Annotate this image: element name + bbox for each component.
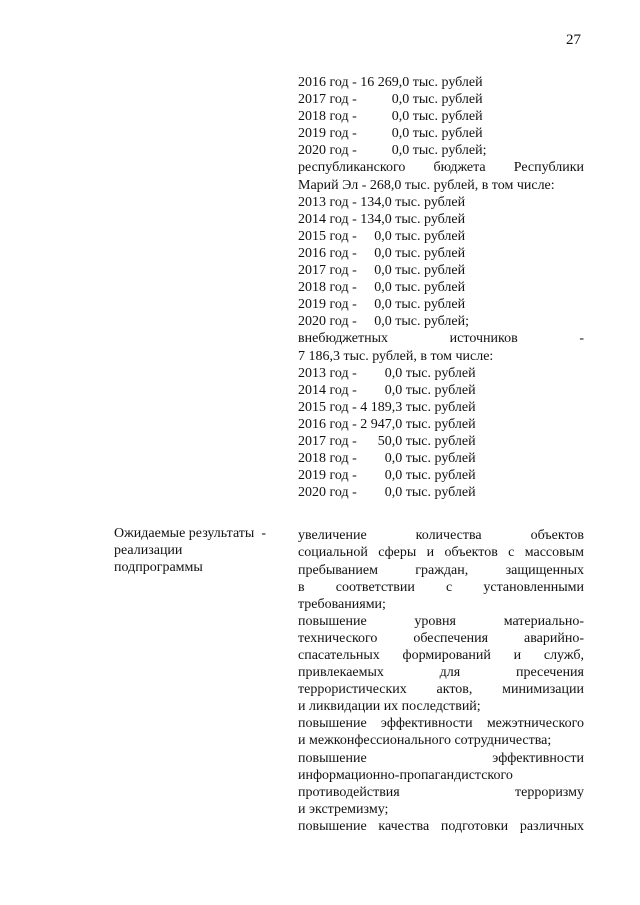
results-line: пребыванием граждан, защищенных — [298, 562, 584, 578]
results-line: спасательных формирований и служб, — [298, 648, 584, 663]
funding-line: 2020 год - 0,0 тыс. рублей; — [298, 143, 487, 159]
federal-funding-years — [298, 74, 584, 159]
results-line: социальной сферы и объектов с массовым — [298, 545, 584, 561]
republic-budget-total: Марий Эл - 268,0 тыс. рублей, в том числе: — [298, 177, 555, 193]
extra-line: 2017 год - 50,0 тыс. рублей — [298, 433, 476, 449]
results-line: в соответствии с установленными — [298, 579, 584, 595]
results-line: увеличение количества объектов — [298, 528, 584, 544]
republic-line: 2015 год - 0,0 тыс. рублей — [298, 228, 466, 244]
results-label-line: Ожидаемые результаты - — [114, 526, 266, 541]
extra-line: 2019 год - 0,0 тыс. рублей — [298, 468, 476, 484]
extra-line: 2016 год - 2 947,0 тыс. рублей — [298, 416, 476, 432]
funding-line: 2018 год - 0,0 тыс. рублей — [298, 109, 483, 125]
results-line: и межконфессионального сотрудничества; — [298, 733, 552, 749]
results-line: информационно-пропагандистского — [298, 767, 513, 783]
funding-line: 2019 год - 0,0 тыс. рублей — [298, 126, 483, 142]
expected-results-label — [114, 525, 299, 576]
republic-line: 2016 год - 0,0 тыс. рублей — [298, 245, 466, 261]
results-label-line: подпрограммы — [114, 560, 203, 576]
page-number: 27 — [566, 32, 581, 48]
expected-results-text — [298, 527, 584, 835]
funding-line: 2017 год - 0,0 тыс. рублей — [298, 92, 483, 108]
results-line: и ликвидации их последствий; — [298, 699, 481, 715]
results-line: требованиями; — [298, 596, 386, 612]
funding-line: 2016 год - 16 269,0 тыс. рублей — [298, 75, 483, 90]
republic-line: 2014 год - 134,0 тыс. рублей — [298, 211, 466, 227]
republic-line: 2020 год - 0,0 тыс. рублей; — [298, 314, 470, 330]
republic-funding-years — [298, 194, 584, 331]
funding-and-results-column — [298, 74, 584, 835]
extra-funding-years — [298, 365, 584, 502]
results-line: и экстремизму; — [298, 801, 389, 817]
results-label-line: реализации — [114, 543, 183, 559]
results-line: повышение эффективности — [298, 750, 584, 766]
extra-line: 2020 год - 0,0 тыс. рублей — [298, 485, 476, 501]
results-line: повышение уровня материально- — [298, 613, 584, 629]
extra-line: 2015 год - 4 189,3 тыс. рублей — [298, 399, 476, 415]
results-line: технического обеспечения аварийно- — [298, 630, 584, 646]
section-gap — [298, 501, 584, 527]
results-line: террористических актов, минимизации — [298, 682, 584, 698]
extra-line: 2013 год - 0,0 тыс. рублей — [298, 365, 476, 381]
republic-budget-heading: республиканского бюджета Республики — [298, 160, 584, 176]
republic-line: 2017 год - 0,0 тыс. рублей — [298, 263, 466, 279]
extra-budget-heading: внебюджетных источников - — [298, 331, 584, 347]
results-line: привлекаемых для пресечения — [298, 665, 584, 681]
republic-line: 2018 год - 0,0 тыс. рублей — [298, 280, 466, 296]
results-line: повышение качества подготовки различных — [298, 818, 584, 834]
republic-line: 2019 год - 0,0 тыс. рублей — [298, 297, 466, 313]
extra-budget-total: 7 186,3 тыс. рублей, в том числе: — [298, 348, 494, 364]
results-line: противодействия терроризму — [298, 784, 584, 800]
extra-line: 2018 год - 0,0 тыс. рублей — [298, 451, 476, 467]
results-line: повышение эффективности межэтнического — [298, 716, 584, 732]
republic-line: 2013 год - 134,0 тыс. рублей — [298, 194, 466, 210]
extra-line: 2014 год - 0,0 тыс. рублей — [298, 382, 476, 398]
